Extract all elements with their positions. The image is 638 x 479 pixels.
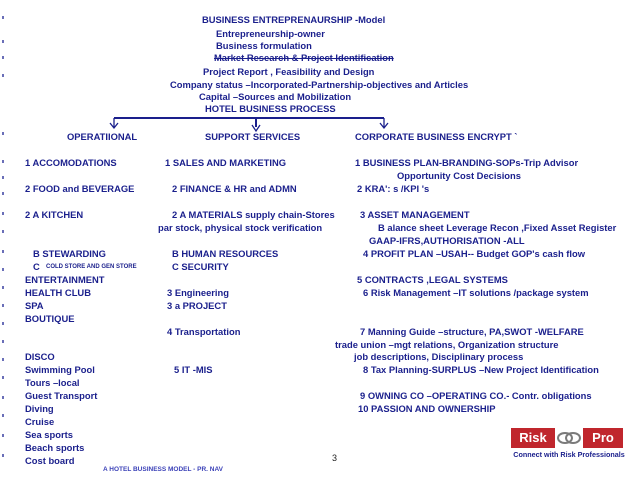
list-item: 6 Risk Management –IT solutions /package system	[363, 287, 589, 298]
margin-mark	[2, 192, 4, 195]
column-heading-support: SUPPORT SERVICES	[205, 131, 301, 142]
list-item: 5 CONTRACTS ,LEGAL SYSTEMS	[357, 274, 508, 285]
risk-pro-logo	[505, 428, 633, 468]
chain-link-icon	[557, 430, 581, 446]
list-item: Diving	[25, 403, 54, 414]
margin-mark	[2, 56, 4, 59]
list-item: 3 a PROJECT	[167, 300, 227, 311]
list-item: 4 PROFIT PLAN –USAH-- Budget GOP's cash flow	[363, 248, 586, 259]
margin-mark	[2, 16, 4, 19]
list-item: B STEWARDING	[33, 248, 106, 259]
list-item: 2 A KITCHEN	[25, 209, 84, 220]
margin-mark	[2, 160, 4, 163]
margin-mark	[2, 40, 4, 43]
list-item: trade union –mgt relations, Organization structure	[335, 339, 559, 350]
header-line: Project Report , Feasibility and Design	[203, 66, 375, 77]
logo-tagline: Connect with Risk Professionals	[513, 450, 625, 459]
margin-mark	[2, 74, 4, 77]
list-item: 7 Manning Guide –structure, PA,SWOT -WELFARE	[360, 326, 584, 337]
header-line: Market Research & Project Identification	[214, 52, 394, 63]
list-item: Swimming Pool	[25, 364, 95, 375]
margin-mark	[2, 358, 4, 361]
margin-mark	[2, 414, 4, 417]
list-item: HEALTH CLUB	[25, 287, 91, 298]
list-item: C	[33, 261, 40, 272]
column-heading-corporate: CORPORATE BUSINESS ENCRYPT `	[355, 131, 518, 142]
list-item: job descriptions, Disciplinary process	[354, 351, 524, 362]
margin-mark	[2, 304, 4, 307]
list-item: 3 Engineering	[167, 287, 229, 298]
list-item: Tours –local	[25, 377, 80, 388]
margin-mark	[2, 230, 4, 233]
connector-line	[114, 117, 384, 119]
list-item: Guest Transport	[25, 390, 98, 401]
margin-mark	[2, 286, 4, 289]
list-item: 4 Transportation	[167, 326, 241, 337]
margin-mark	[2, 454, 4, 457]
margin-mark	[2, 176, 4, 179]
list-item: Cost board	[25, 455, 75, 466]
list-item: BOUTIQUE	[25, 313, 75, 324]
list-item: 1 BUSINESS PLAN-BRANDING-SOPs-Trip Advisor	[355, 157, 579, 168]
list-item: C SECURITY	[172, 261, 229, 272]
list-item: ENTERTAINMENT	[25, 274, 105, 285]
margin-mark	[2, 322, 4, 325]
list-item: Opportunity Cost Decisions	[397, 170, 521, 181]
header-line: HOTEL BUSINESS PROCESS	[205, 103, 336, 114]
list-item: DISCO	[25, 351, 55, 362]
margin-mark	[2, 132, 4, 135]
margin-mark	[2, 376, 4, 379]
header-line: Capital –Sources and Mobilization	[199, 91, 352, 102]
list-item-small: COLD STORE AND GEN STORE	[46, 264, 137, 270]
list-item: 5 IT -MIS	[174, 364, 213, 375]
logo-risk: Risk	[511, 428, 555, 448]
list-item: 1 SALES AND MARKETING	[165, 157, 287, 168]
page-number: 3	[332, 453, 338, 463]
arrow-down-icon	[108, 118, 120, 130]
list-item: 3 ASSET MANAGEMENT	[360, 209, 470, 220]
margin-mark	[2, 340, 4, 343]
list-item: 2 FOOD and BEVERAGE	[25, 183, 135, 194]
list-item: B HUMAN RESOURCES	[172, 248, 279, 259]
list-item: 2 FINANCE & HR and ADMN	[172, 183, 297, 194]
list-item: 9 OWNING CO –OPERATING CO.- Contr. obligations	[360, 390, 592, 401]
footer-text: A HOTEL BUSINESS MODEL - PR. NAV	[103, 466, 224, 473]
list-item: B alance sheet Leverage Recon ,Fixed Asset Register	[378, 222, 617, 233]
list-item: par stock, physical stock verification	[158, 222, 323, 233]
list-item: 2 A MATERIALS supply chain-Stores	[172, 209, 335, 220]
list-item: Sea sports	[25, 429, 73, 440]
list-item: 8 Tax Planning-SURPLUS –New Project Identification	[363, 364, 599, 375]
logo-pro: Pro	[583, 428, 623, 448]
header-line: Company status –Incorporated-Partnership-objectives and Articles	[170, 79, 469, 90]
list-item: 2 KRA': s /KPI 's	[357, 183, 430, 194]
arrow-down-icon	[378, 118, 390, 130]
header-line: Business formulation	[216, 40, 312, 51]
list-item: Cruise	[25, 416, 55, 427]
header-title: BUSINESS ENTREPRENAURSHIP -Model	[202, 14, 386, 25]
list-item: GAAP-IFRS,AUTHORISATION -ALL	[369, 235, 525, 246]
list-item: 10 PASSION AND OWNERSHIP	[358, 403, 496, 414]
margin-mark	[2, 434, 4, 437]
column-heading-operational: OPERATIIONAL	[67, 131, 138, 142]
margin-mark	[2, 250, 4, 253]
list-item: Beach sports	[25, 442, 85, 453]
margin-mark	[2, 396, 4, 399]
header-line: Entrepreneurship-owner	[216, 28, 325, 39]
margin-mark	[2, 212, 4, 215]
list-item: 1 ACCOMODATIONS	[25, 157, 117, 168]
list-item: SPA	[25, 300, 44, 311]
margin-mark	[2, 268, 4, 271]
